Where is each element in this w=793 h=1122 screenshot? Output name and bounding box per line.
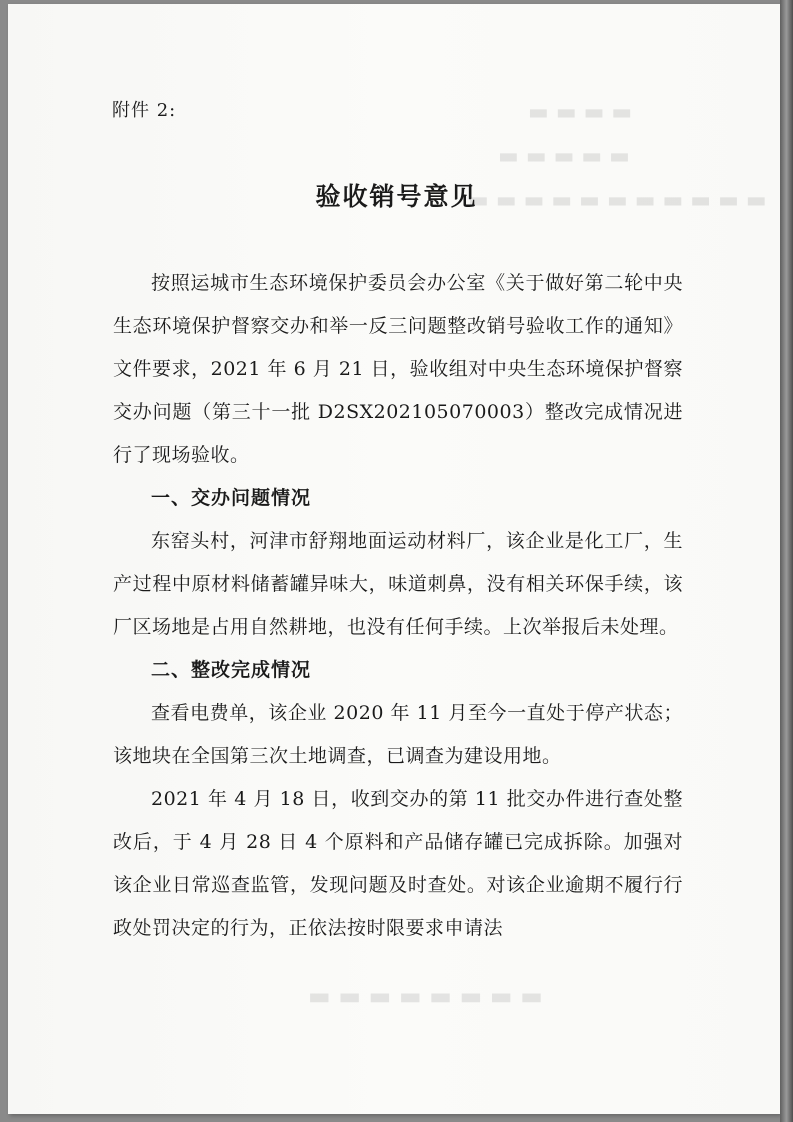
bleed-through-text: ▬ ▬ ▬ ▬ ▬ ▬ ▬ ▬ <box>308 982 543 1010</box>
bleed-through-text: ▬ ▬ ▬ ▬ <box>528 100 633 125</box>
book-edge <box>780 0 793 1122</box>
assigned-issue-paragraph: 东窑头村，河津市舒翔地面运动材料厂，该企业是化工厂，生产过程中原材料储蓄罐异味大，味道刺鼻，没有相关环保手续，该厂区场地是占用自然耕地，也没有任何手续。上次举报后未处理。 <box>113 530 683 638</box>
intro-paragraph: 按照运城市生态环境保护委员会办公室《关于做好第二轮中央生态环境保护督察交办和举一反三问题整改销号验收工作的通知》文件要求，2021 年 6 月 21 日，验收组对中央生态环境保护督察交办问题（第三十一批 D2SX202105070003）整改完成情况进行了现场验收。 <box>113 272 683 466</box>
section-heading-assigned-issue: 一、交办问题情况 <box>151 487 312 509</box>
bleed-through-text: ▬ ▬ ▬ ▬ ▬ <box>498 144 630 169</box>
rectification-paragraph-1: 查看电费单，该企业 2020 年 11 月至今一直处于停产状态；该地块在全国第三次土地调查，已调查为建设用地。 <box>113 702 683 767</box>
document-title: 验收销号意见 <box>315 182 478 211</box>
bleed-through-text: ▬ ▬ ▬ ▬ ▬ ▬ ▬ ▬ ▬ ▬ ▬ <box>468 188 767 213</box>
attachment-label: 附件 2: <box>112 100 177 121</box>
document-body <box>113 262 683 950</box>
rectification-paragraph-2: 2021 年 4 月 18 日，收到交办的第 11 批交办件进行查处整改后，于 4 月 28 日 4 个原料和产品储存罐已完成拆除。加强对该企业日常巡查监管，发现问题及时查处。对该企业逾期不履行行政处罚决定的行为，正依法按时限要求申请法 <box>113 788 683 939</box>
section-heading-rectification: 二、整改完成情况 <box>151 659 312 681</box>
